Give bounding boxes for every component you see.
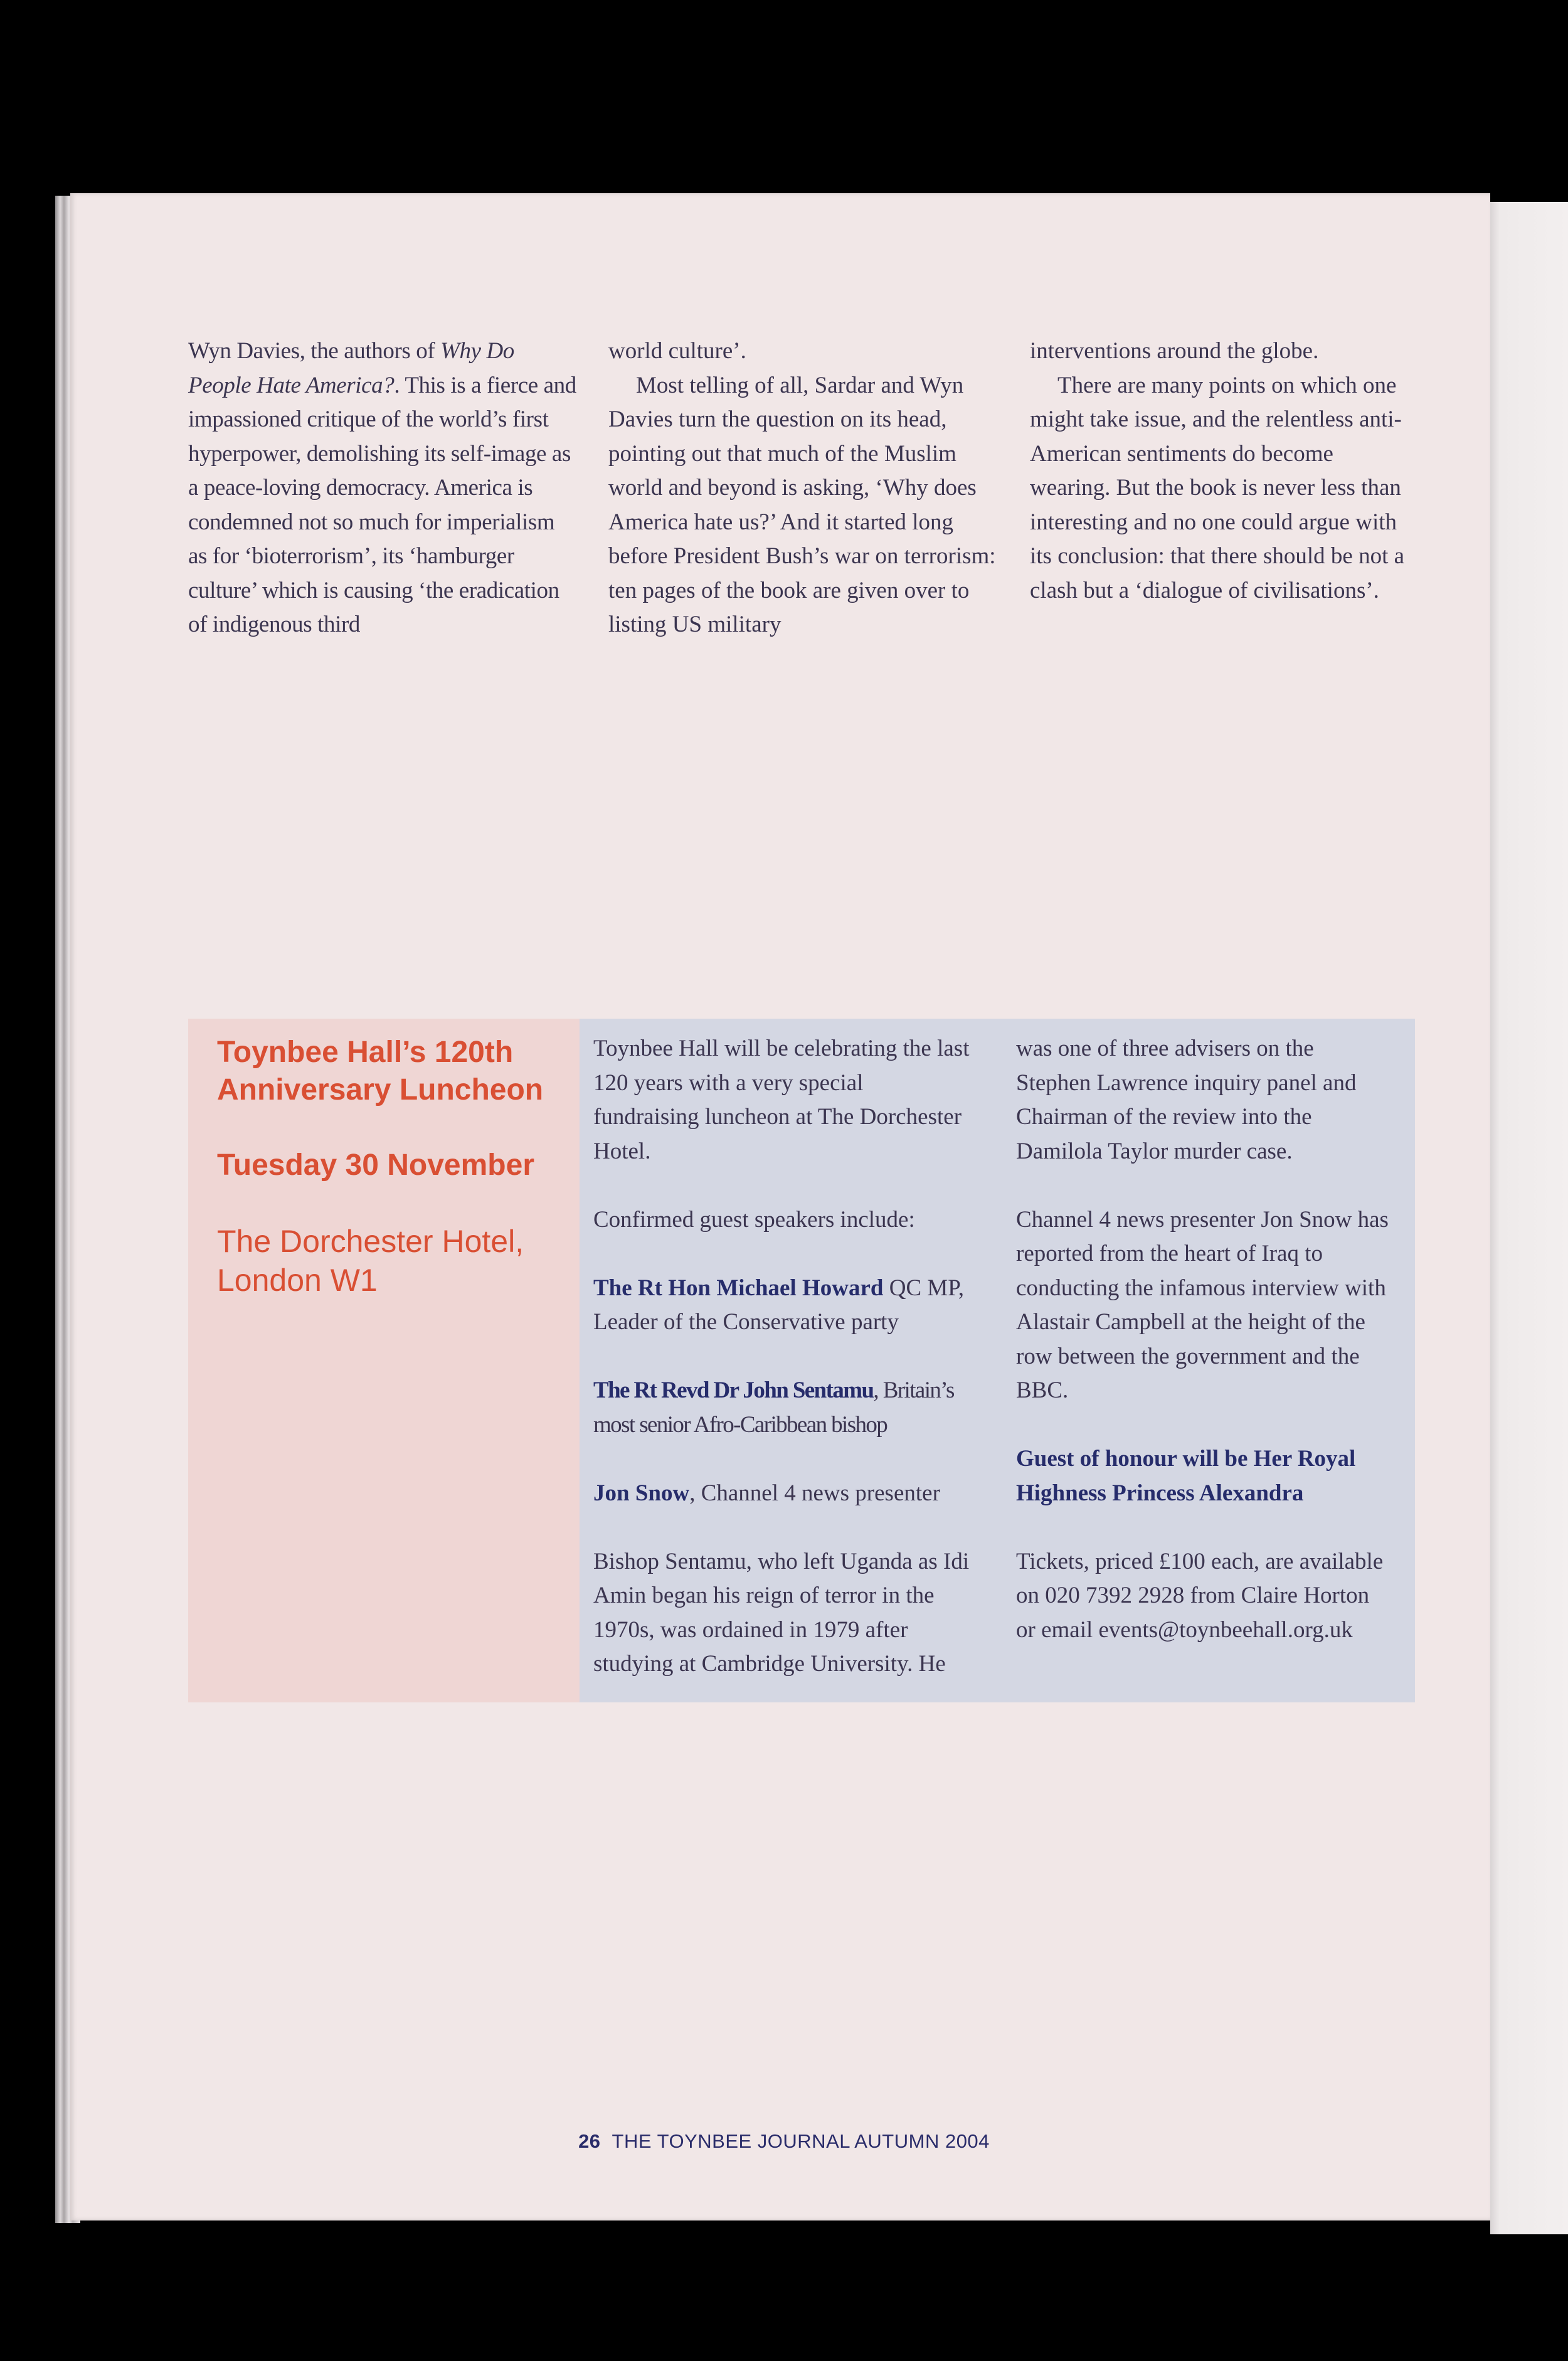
journal-name: THE TOYNBEE JOURNAL AUTUMN 2004	[612, 2130, 990, 2152]
event-details-column-1	[593, 1032, 970, 1716]
event-title: Toynbee Hall’s 120th Anniversary Luncheon	[217, 1036, 544, 1106]
speaker-name: Jon Snow	[593, 1480, 690, 1506]
guest-of-honour: Guest of honour will be Her Royal Highness Princess Alexandra	[1016, 1446, 1356, 1506]
tickets-info: Tickets, priced £100 each, are available on 020 7392 2928 from Claire Horton or email events@toynbeehall.org.uk	[1016, 1548, 1384, 1643]
event-date: Tuesday 30 November	[217, 1149, 534, 1182]
event-venue: The Dorchester Hotel, London W1	[217, 1224, 524, 1298]
page-footer	[0, 2130, 1568, 2153]
article-column-3	[1030, 334, 1419, 608]
speaker-name: The Rt Revd Dr John Sentamu	[593, 1377, 874, 1403]
article-paragraph: Most telling of all, Sardar and Wyn Davies turn the question on its head, pointing out that much of the Muslim world and beyond is asking, ‘Why does America hate us?’ And it started long before President Bush’s war on terrorism: ten pages of the book are given over to listing US military	[608, 372, 996, 637]
page-number: 26	[578, 2130, 601, 2152]
speaker-3	[593, 1477, 970, 1511]
article-column-1	[188, 334, 577, 642]
article-paragraph	[188, 334, 577, 642]
speaker-description: , Channel 4 news presenter	[689, 1480, 940, 1506]
article-paragraph: interventions around the globe.	[1030, 338, 1319, 364]
sentamu-bio-continued: was one of three advisers on the Stephen Lawrence inquiry panel and Chairman of the review into the Damilola Taylor murder case.	[1016, 1036, 1357, 1164]
speaker-2	[593, 1374, 970, 1442]
sentamu-bio: Bishop Sentamu, who left Uganda as Idi Amin began his reign of terror in the 1970s, was ordained in 1979 after studying at Cambridge University. He	[593, 1548, 970, 1677]
facing-page-edge	[1490, 202, 1568, 2234]
article-text: Wyn Davies, the authors of	[188, 338, 441, 364]
article-column-2	[608, 334, 997, 642]
article-paragraph: world culture’.	[608, 338, 746, 364]
event-intro: Toynbee Hall will be celebrating the last 120 years with a very special fundraising luncheon at The Dorchester Hotel.	[593, 1036, 970, 1164]
article-paragraph: There are many points on which one might take issue, and the relentless anti-American sentiments do become wearing. But the book is never less than interesting and no one could argue with its conclusion: that there should be not a clash but a ‘dialogue of civilisations’.	[1030, 372, 1405, 603]
book-title: Why Do People Hate America?	[188, 338, 514, 398]
speaker-description: QC MP, Leader of the Conservative party	[593, 1275, 965, 1335]
speaker-name: The Rt Hon Michael Howard	[593, 1275, 884, 1301]
speaker-description: , Britain’s most senior Afro-Caribbean bishop	[593, 1377, 954, 1438]
snow-bio: Channel 4 news presenter Jon Snow has reported from the heart of Iraq to conducting the infamous interview with Alastair Campbell at the height of the row between the government and the BBC.	[1016, 1206, 1389, 1403]
event-headline	[217, 1034, 568, 1300]
article-text: . This is a fierce and impassioned critique of the world’s first hyperpower, demolishing its self-image as a peace-loving democracy. America is condemned not so much for imperialism as for ‘bioterrorism’, its ‘hamburger culture’ which is causing ‘the eradication of indigenous third	[188, 372, 576, 637]
speakers-heading: Confirmed guest speakers include:	[593, 1206, 915, 1233]
event-details-column-2-content	[1016, 1032, 1392, 1682]
speaker-1	[593, 1271, 970, 1340]
